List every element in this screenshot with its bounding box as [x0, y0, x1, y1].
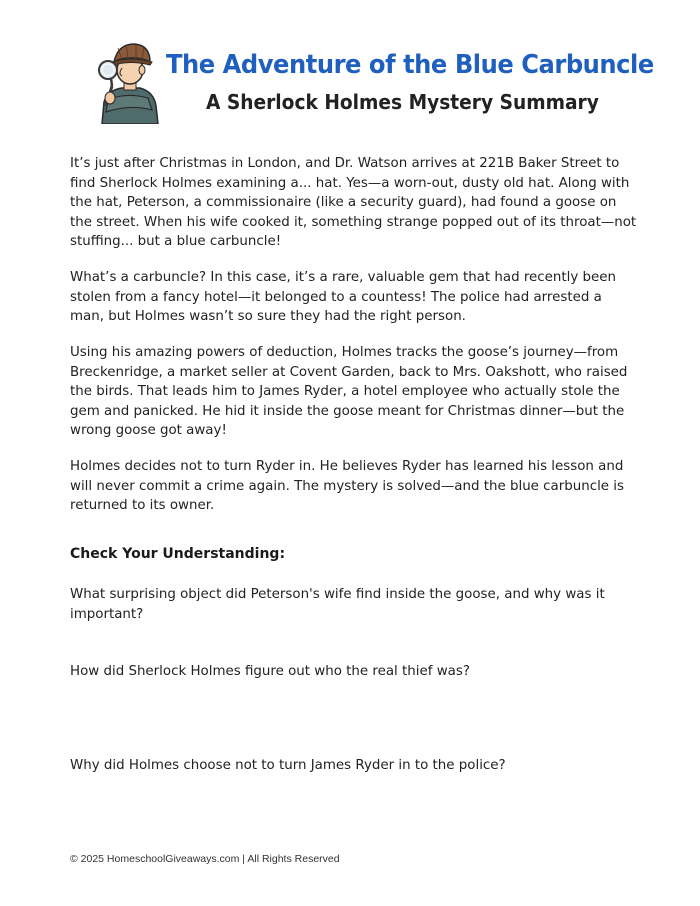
question-3: Why did Holmes choose not to turn James Ryder in to the police? — [70, 758, 506, 773]
page-subtitle: A Sherlock Holmes Mystery Summary — [206, 90, 599, 114]
question-1: What surprising object did Peterson's wife find inside the goose, and why was it important? — [70, 587, 605, 622]
question-2: How did Sherlock Holmes figure out who the real thief was? — [70, 664, 470, 679]
page-title: The Adventure of the Blue Carbuncle — [166, 50, 654, 80]
detective-with-magnifying-glass-icon — [96, 40, 160, 124]
check-understanding-heading: Check Your Understanding: — [70, 546, 286, 562]
summary-paragraph: What’s a carbuncle? In this case, it’s a rare, valuable gem that had recently been stolen from a fancy hotel—it belonged to a countess! The police had arrested a man, but Holmes wasn’t so sure they had the right person. — [70, 270, 616, 324]
summary-paragraph: Holmes decides not to turn Ryder in. He believes Ryder has learned his lesson and will never commit a crime again. The mystery is solved—and the blue carbuncle is returned to its owner. — [70, 459, 624, 513]
summary-paragraph: Using his amazing powers of deduction, Holmes tracks the goose’s journey—from Breckenridge, a market seller at Covent Garden, back to Mrs. Oakshott, who raised the birds. That leads him to James Ryder, a hotel employee who actually stole the gem and panicked. He hid it inside the goose meant for Christmas dinner—but the wrong goose got away! — [70, 345, 628, 438]
footer-copyright: © 2025 HomeschoolGiveaways.com | All Rights Reserved — [70, 853, 340, 865]
summary-paragraph: It’s just after Christmas in London, and Dr. Watson arrives at 221B Baker Street to find Sherlock Holmes examining a... hat. Yes—a worn-out, dusty old hat. Along with the hat, Peterson, a commissionaire (like a security guard), had found a goose on the street. When his wife cooked it, something strange popped out of its throat—not stuffing... but a blue carbuncle! — [70, 156, 637, 249]
page-header — [96, 40, 654, 124]
